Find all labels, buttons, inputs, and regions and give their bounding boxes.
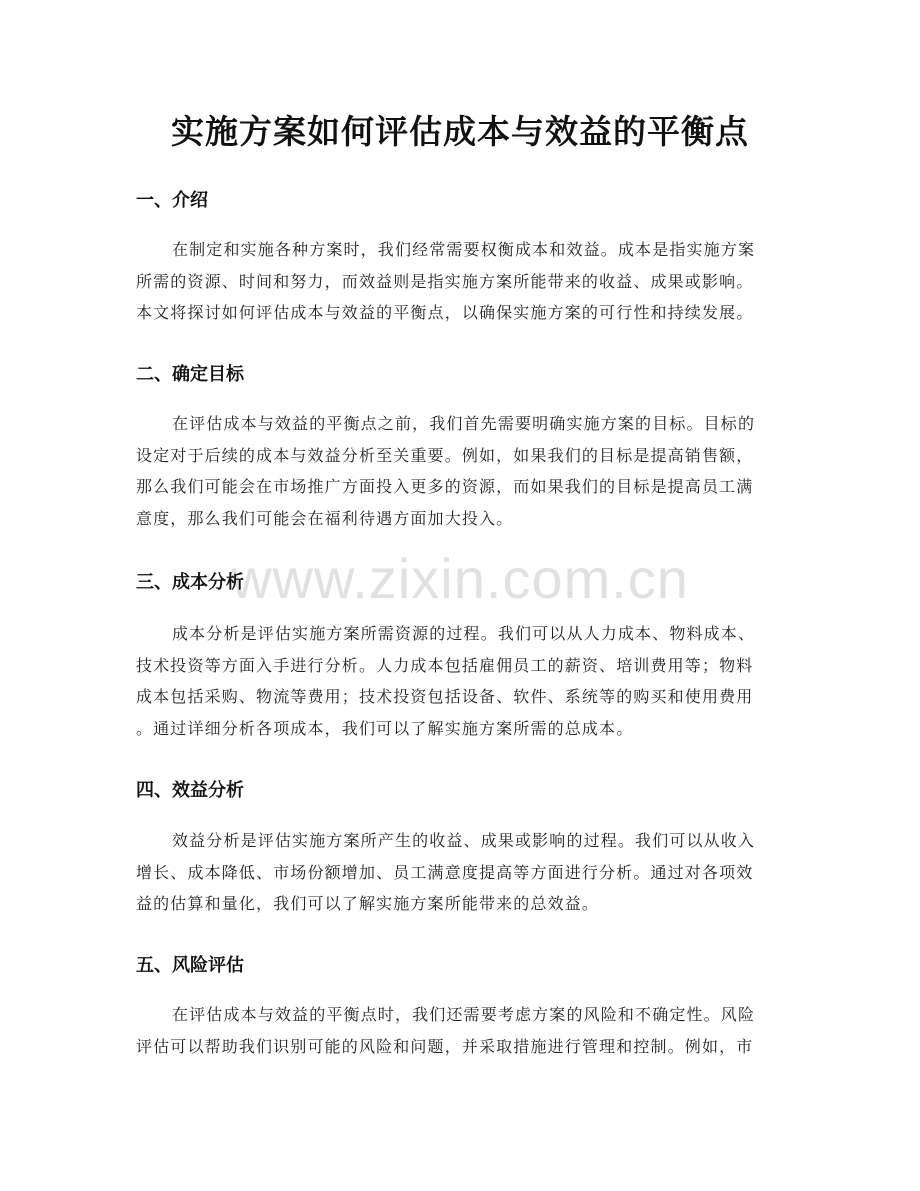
paragraph-line: 评估可以帮助我们识别可能的风险和问题，并采取措施进行管理和控制。例如，市 [136,1036,754,1056]
section-paragraph-benefit-analysis [136,825,786,920]
paragraph-line: 那么我们可能会在市场推广方面投入更多的资源，而如果我们的目标是提高员工满 [136,477,754,496]
section-heading-benefit-analysis: 四、效益分析 [136,780,244,801]
paragraph-line: 益的估算和量化，我们可以了解实施方案所能带来的总效益。 [136,894,600,913]
paragraph-line: 设定对于后续的成本与效益分析至关重要。例如，如果我们的目标是提高销售额， [136,445,754,465]
paragraph-line: 在制定和实施各种方案时，我们经常需要权衡成本和效益。成本是指实施方案 [172,240,756,259]
paragraph-line: 所需的资源、时间和努力，而效益则是指实施方案所能带来的收益、成果或影响。 [136,271,754,291]
section-heading-goals: 二、确定目标 [136,364,244,385]
section-paragraph-introduction [136,234,786,329]
paragraph-line: 在评估成本与效益的平衡点时，我们还需要考虑方案的风险和不确定性。风险 [172,1005,756,1024]
section-heading-risk-assessment: 五、风险评估 [136,955,244,976]
section-heading-introduction: 一、介绍 [136,190,208,211]
paragraph-line: 效益分析是评估实施方案所产生的收益、成果或影响的过程。我们可以从收入 [172,831,756,850]
section-paragraph-risk-assessment [136,999,786,1062]
paragraph-line: 在评估成本与效益的平衡点之前，我们首先需要明确实施方案的目标。目标的 [172,414,756,433]
paragraph-line: 。通过详细分析各项成本，我们可以了解实施方案所需的总成本。 [136,718,634,738]
section-heading-cost-analysis: 三、成本分析 [136,572,244,593]
paragraph-line: 本文将探讨如何评估成本与效益的平衡点，以确保实施方案的可行性和持续发展。 [136,303,754,322]
section-paragraph-cost-analysis [136,618,786,744]
watermark: www.zixin.com.cn [231,547,689,610]
paragraph-line: 成本分析是评估实施方案所需资源的过程。我们可以从人力成本、物料成本、 [172,624,756,643]
paragraph-line: 成本包括采购、物流等费用；技术投资包括设备、软件、系统等的购买和使用费用 [136,687,754,706]
section-paragraph-goals [136,408,786,534]
paragraph-line: 意度，那么我们可能会在福利待遇方面加大投入。 [136,508,514,528]
page-title: 实施方案如何评估成本与效益的平衡点 [171,112,749,151]
paragraph-line: 技术投资等方面入手进行分析。人力成本包括雇佣员工的薪资、培训费用等；物料 [136,655,754,675]
paragraph-line: 增长、成本降低、市场份额增加、员工满意度提高等方面进行分析。通过对各项效 [136,862,754,882]
